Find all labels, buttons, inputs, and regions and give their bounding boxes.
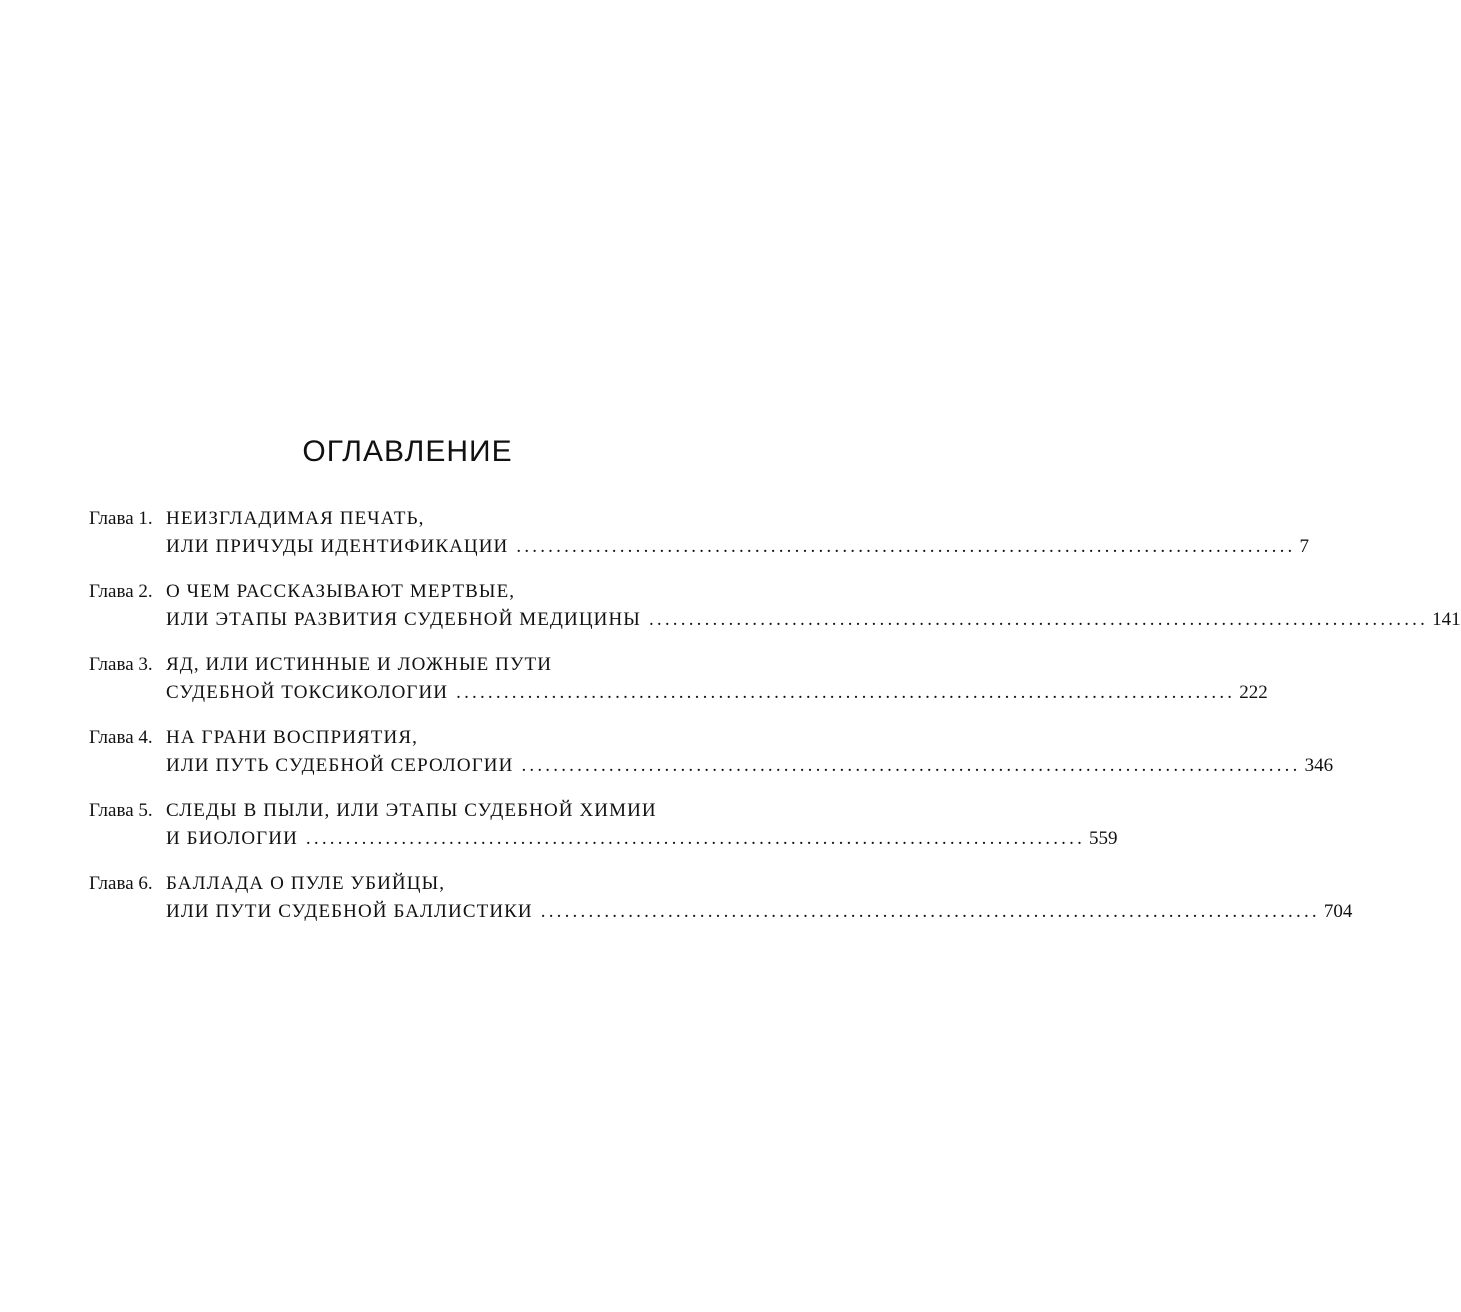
page-number: 346: [1304, 755, 1334, 776]
chapter-title-line-2-text: ИЛИ ЭТАПЫ РАЗВИТИЯ СУДЕБНОЙ МЕДИЦИНЫ: [166, 609, 641, 630]
chapter-title-line-1: О ЧЕМ РАССКАЗЫВАЮТ МЕРТВЫЕ,: [166, 581, 516, 602]
chapter-title-line-2-text: ИЛИ ПУТИ СУДЕБНОЙ БАЛЛИСТИКИ: [166, 901, 533, 922]
dot-leader: ..................................................................................................: [456, 682, 1236, 703]
chapter-title-line-2: [166, 533, 1309, 561]
chapter-title-line-2-text: И БИОЛОГИИ: [166, 828, 298, 849]
dot-leader: ..................................................................................................: [305, 828, 1086, 849]
toc-entry-chapter-1[interactable]: [89, 505, 1309, 561]
chapter-title-line-1: БАЛЛАДА О ПУЛЕ УБИЙЦЫ,: [166, 873, 446, 894]
chapter-title-line-1: НЕИЗГЛАДИМАЯ ПЕЧАТЬ,: [166, 508, 425, 529]
page-number: 7: [1299, 536, 1309, 557]
dot-leader: ..................................................................................................: [521, 755, 1301, 776]
chapter-title: [166, 797, 1118, 853]
chapter-label: Глава 3.: [89, 654, 153, 675]
chapter-title-line-2-text: ИЛИ ПУТЬ СУДЕБНОЙ СЕРОЛОГИИ: [166, 755, 514, 776]
chapter-label: Глава 2.: [89, 581, 153, 602]
dot-leader: ..................................................................................................: [648, 609, 1429, 630]
table-of-contents: [89, 505, 1461, 943]
chapter-label: Глава 6.: [89, 873, 153, 894]
chapter-title-line-1: ЯД, ИЛИ ИСТИННЫЕ И ЛОЖНЫЕ ПУТИ: [166, 654, 553, 675]
page-title: ОГЛАВЛЕНИЕ: [302, 435, 513, 468]
toc-entry-chapter-6[interactable]: [89, 870, 1353, 926]
dot-leader: ..................................................................................................: [516, 536, 1296, 557]
chapter-title: [166, 651, 1268, 707]
chapter-title-line-2: [166, 679, 1268, 707]
chapter-title: [166, 505, 1309, 561]
chapter-title-line-2: [166, 606, 1461, 634]
chapter-title: [166, 870, 1353, 926]
chapter-title-line-2: [166, 898, 1353, 926]
chapter-label: Глава 4.: [89, 727, 153, 748]
chapter-title-line-2-text: СУДЕБНОЙ ТОКСИКОЛОГИИ: [166, 682, 449, 703]
page-number: 222: [1239, 682, 1268, 703]
page-number: 559: [1089, 828, 1118, 849]
chapter-title-line-1: СЛЕДЫ В ПЫЛИ, ИЛИ ЭТАПЫ СУДЕБНОЙ ХИМИИ: [166, 800, 657, 821]
chapter-title: [166, 578, 1461, 634]
toc-entry-chapter-4[interactable]: [89, 724, 1334, 780]
chapter-label: Глава 5.: [89, 800, 153, 821]
toc-entry-chapter-3[interactable]: [89, 651, 1268, 707]
toc-entry-chapter-5[interactable]: [89, 797, 1118, 853]
chapter-title-line-2: [166, 752, 1334, 780]
chapter-title-line-2: [166, 825, 1118, 853]
chapter-title: [166, 724, 1334, 780]
chapter-label: Глава 1.: [89, 508, 153, 529]
dot-leader: ..................................................................................................: [540, 901, 1320, 922]
chapter-title-line-1: НА ГРАНИ ВОСПРИЯТИЯ,: [166, 727, 418, 748]
chapter-title-line-2-text: ИЛИ ПРИЧУДЫ ИДЕНТИФИКАЦИИ: [166, 536, 509, 557]
page-number: 141: [1432, 609, 1461, 630]
toc-entry-chapter-2[interactable]: [89, 578, 1461, 634]
page-number: 704: [1323, 901, 1353, 922]
